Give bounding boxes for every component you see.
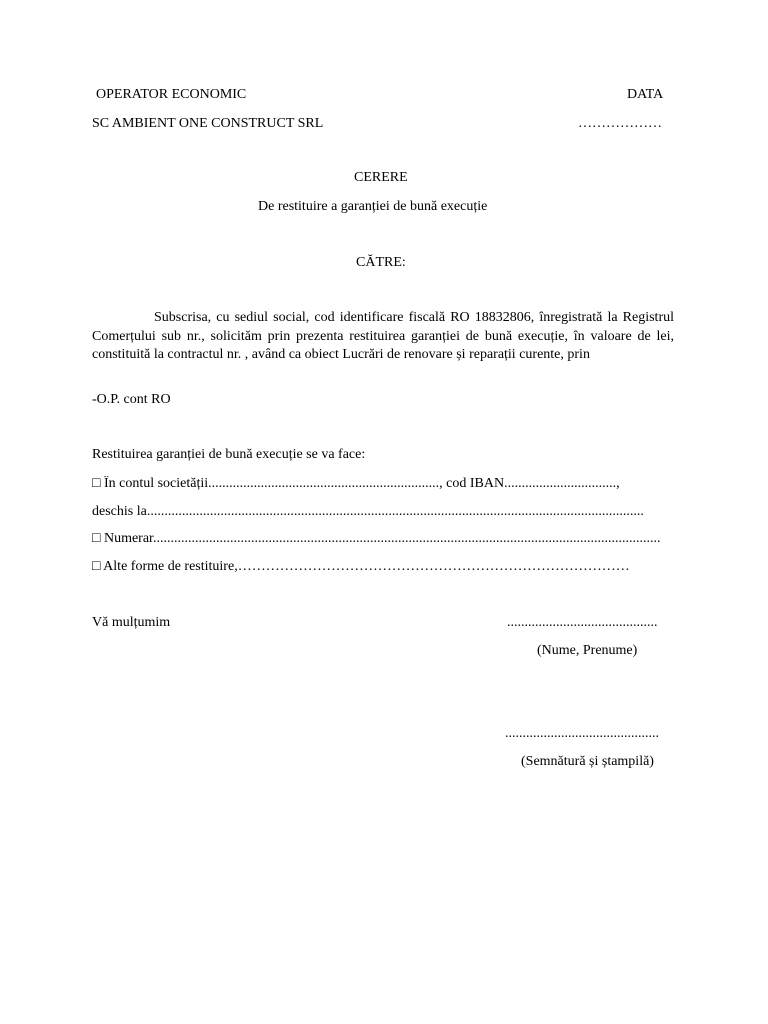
bank-dots: .............................................................................................................................................. — [146, 504, 644, 519]
signature-dots: ............................................ — [505, 726, 659, 741]
date-label: DATA — [627, 87, 664, 102]
iban-dots: ................................, — [504, 476, 620, 491]
iban-label: cod IBAN — [442, 476, 505, 491]
bank-line — [92, 504, 676, 520]
operator-label: OPERATOR ECONOMIC — [96, 87, 247, 102]
option-company-account — [92, 476, 676, 492]
option-other — [92, 559, 676, 575]
signature-caption: (Semnătură și ștampilă) — [521, 754, 654, 769]
option-other-label: □ Alte forme de restituire, — [92, 559, 238, 574]
other-dots: ………………………………………………………………………… — [237, 559, 630, 574]
document-title: CERERE — [354, 170, 408, 185]
op-account-line: -O.P. cont RO — [92, 392, 171, 407]
company-account-dots: .................................................................., — [208, 476, 443, 491]
name-dots: ........................................... — [507, 615, 658, 630]
option-company-account-label: □ În contul societății — [92, 476, 209, 491]
company-name: SC AMBIENT ONE CONSTRUCT SRL — [92, 116, 324, 131]
document-subtitle: De restituire a garanției de bună execuție — [258, 199, 488, 214]
option-cash — [92, 531, 676, 547]
thanks-text: Vă mulțumim — [92, 615, 171, 630]
bank-label: deschis la — [92, 504, 147, 519]
date-dots: ……………… — [578, 116, 662, 131]
name-caption: (Nume, Prenume) — [537, 643, 638, 658]
recipient-label: CĂTRE: — [356, 255, 406, 270]
cash-dots: ................................................................................................................................................. — [152, 531, 661, 546]
request-paragraph: Subscrisa, cu sediul social, cod identificare fiscală RO 18832806, înregistrată la Registrul Comerțului sub nr., solicităm prin prezenta restituirea garanției de bună execuție, în valoare de lei, constituită la contractul nr. , având ca obiect Lucrări de renovare și reparații curente, prin — [92, 310, 674, 362]
option-cash-label: □ Numerar — [92, 531, 153, 546]
restitution-intro: Restituirea garanției de bună execuție se va face: — [92, 447, 366, 462]
